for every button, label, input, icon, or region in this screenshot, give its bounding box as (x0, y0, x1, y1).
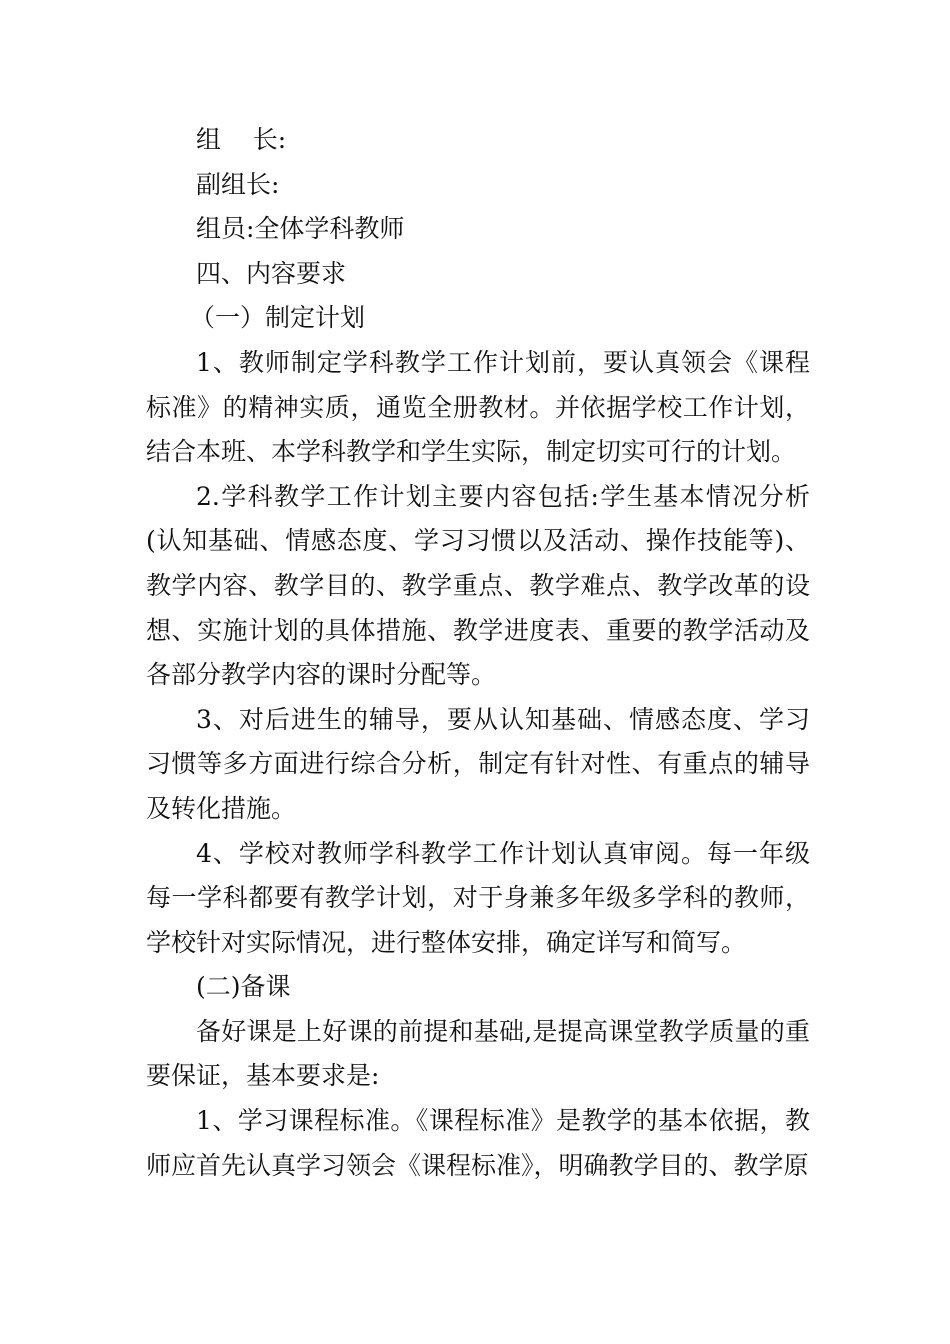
subsection-heading-2: (二)备课 (196, 972, 291, 1002)
paragraph-5: 备好课是上好课的前提和基础,是提高课堂教学质量的重要保证，基本要求是: (146, 1016, 810, 1091)
document-body (146, 118, 810, 1188)
paragraph-2: 2.学科教学工作计划主要内容包括:学生基本情况分析(认知基础、情感态度、学习习惯以及活动、操作技能等)、教学内容、教学目的、教学重点、教学难点、教学改革的设想、实施计划的具体措施、教学进度表、重要的教学活动及各部分教学内容的课时分配等。 (146, 481, 810, 690)
paragraph-1: 1、教师制定学科教学工作计划前，要认真领会《课程标准》的精神实质，通览全册教材。并依据学校工作计划，结合本班、本学科教学和学生实际，制定切实可行的计划。 (146, 347, 810, 467)
members-line: 组员:全体学科教师 (196, 214, 405, 244)
leader-line: 组 长: (196, 125, 287, 154)
paragraph-4: 4、学校对教师学科教学工作计划认真审阅。每一年级每一学科都要有教学计划，对于身兼多年级多学科的教师，学校针对实际情况，进行整体安排，确定详写和简写。 (146, 838, 810, 957)
section-heading-4: 四、内容要求 (196, 258, 347, 288)
paragraph-3: 3、对后进生的辅导，要从认知基础、情感态度、学习习惯等多方面进行综合分析，制定有针对性、有重点的辅导及转化措施。 (146, 704, 810, 823)
paragraph-6: 1、学习课程标准。《课程标准》是教学的基本依据，教师应首先认真学习领会《课程标准》，明确教学目的、教学原 (146, 1106, 810, 1180)
subsection-heading-1: （一）制定计划 (190, 303, 366, 333)
deputy-leader-line: 副组长: (196, 169, 280, 199)
